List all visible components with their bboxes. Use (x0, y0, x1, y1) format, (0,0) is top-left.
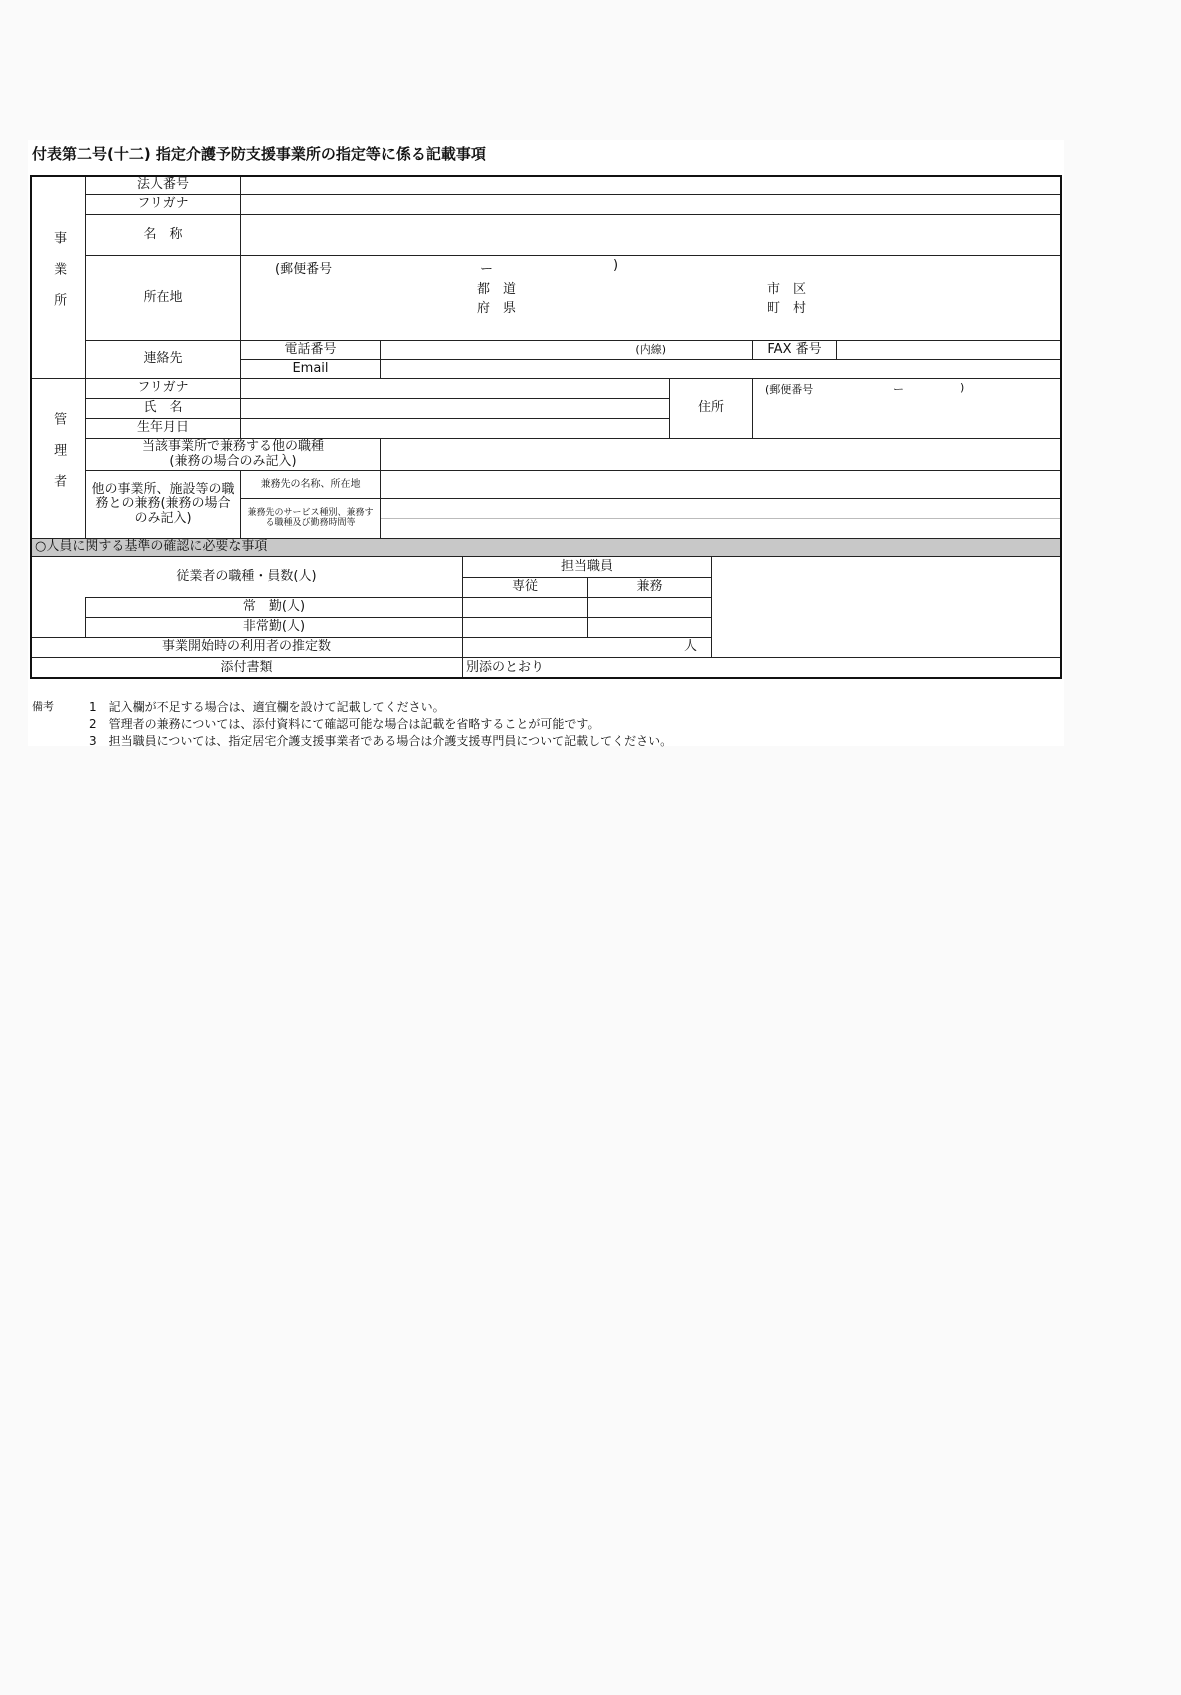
manager-address-label: 住所 (669, 378, 753, 439)
corp-number-label: 法人番号 (85, 175, 241, 195)
manager-birth-field[interactable] (240, 418, 670, 439)
job-count-label: 従業者の職種・員数(人) (30, 556, 463, 598)
shiku-label: 市 区 (767, 282, 807, 297)
parttime-dedicated-field[interactable] (462, 617, 588, 638)
contact-label: 連絡先 (85, 340, 241, 379)
concurrent-label: 他の事業所、施設等の職務との兼務(兼務の場合のみ記入) (85, 470, 241, 539)
chouson-label: 町 村 (767, 301, 807, 316)
office-name-label: 名 称 (85, 214, 241, 256)
note-item: 1 記入欄が不足する場合は、適宜欄を設けて記載してください。 (89, 700, 445, 714)
manager-postal-label: (郵便番号 (765, 383, 814, 396)
postal-dash: ー (480, 262, 494, 277)
office-section-label: 事業所 (30, 175, 86, 379)
postal-close: ) (613, 258, 619, 273)
person-unit: 人 (683, 639, 697, 655)
fulltime-concurrent-field[interactable] (587, 597, 712, 618)
attachments-label: 添付書類 (30, 657, 463, 679)
fulltime-dedicated-field[interactable] (462, 597, 588, 618)
phone-field[interactable] (380, 340, 753, 360)
corp-number-field[interactable] (240, 175, 1062, 195)
office-furigana-field[interactable] (240, 194, 1062, 215)
concurrent-col-label: 兼務 (587, 577, 712, 598)
email-field[interactable] (380, 359, 1062, 379)
manager-section-label: 管理者 (30, 378, 86, 539)
fax-field[interactable] (836, 340, 1062, 360)
staff-section-header: ○人員に関する基準の確認に必要な事項 (30, 538, 1062, 557)
job-count-spacer (30, 597, 86, 638)
form-title: 付表第二号(十二) 指定介護予防支援事業所の指定等に係る記載事項 (32, 145, 486, 163)
staff-in-charge-label: 担当職員 (462, 556, 712, 578)
other-role-label (85, 438, 381, 471)
manager-name-label: 氏 名 (85, 398, 241, 419)
users-estimate-label: 事業開始時の利用者の推定数 (30, 637, 463, 658)
manager-furigana-field[interactable] (240, 378, 670, 399)
other-role-text: 当該事業所で兼務する他の職種 (141, 439, 324, 455)
fulltime-label: 常 勤(人) (85, 597, 463, 618)
manager-name-field[interactable] (240, 398, 670, 419)
other-role-note: (兼務の場合のみ記入) (169, 453, 297, 469)
note-item: 2 管理者の兼務については、添付資料にて確認可能な場合は記載を省略することが可能です。 (89, 717, 600, 731)
manager-postal-dash: ー (893, 383, 904, 396)
office-location-field[interactable] (240, 255, 1062, 341)
dedicated-label: 専従 (462, 577, 588, 598)
manager-furigana-label: フリガナ (85, 378, 241, 399)
todo-label: 都 道 (477, 282, 517, 297)
users-estimate-field[interactable] (462, 637, 712, 658)
fax-label: FAX 番号 (752, 340, 837, 360)
manager-birth-label: 生年月日 (85, 418, 241, 439)
extension-label: (内線) (635, 342, 666, 356)
note-item: 3 担当職員については、指定居宅介護支援事業者である場合は介護支援専門員について記載してください。 (89, 734, 673, 748)
concurrent-name-field[interactable] (380, 470, 1062, 499)
parttime-label: 非常勤(人) (85, 617, 463, 638)
parttime-concurrent-field[interactable] (587, 617, 712, 638)
email-label: Email (240, 359, 381, 379)
office-name-field[interactable] (240, 214, 1062, 256)
notes-label: 備考 (32, 700, 54, 713)
phone-label: 電話番号 (240, 340, 381, 360)
manager-postal-close: ) (960, 381, 965, 394)
staff-blank-area (711, 556, 1062, 658)
concurrent-service-field[interactable] (380, 498, 1062, 539)
concurrent-name-label: 兼務先の名称、所在地 (240, 470, 381, 499)
attachments-value: 別添のとおり (462, 657, 1062, 679)
fuken-label: 府 県 (477, 301, 517, 316)
office-furigana-label: フリガナ (85, 194, 241, 215)
other-role-field[interactable] (380, 438, 1062, 471)
postal-label: (郵便番号 (275, 262, 333, 277)
concurrent-service-label: 兼務先のサービス種別、兼務する職種及び勤務時間等 (240, 498, 381, 539)
office-location-label: 所在地 (85, 255, 241, 341)
